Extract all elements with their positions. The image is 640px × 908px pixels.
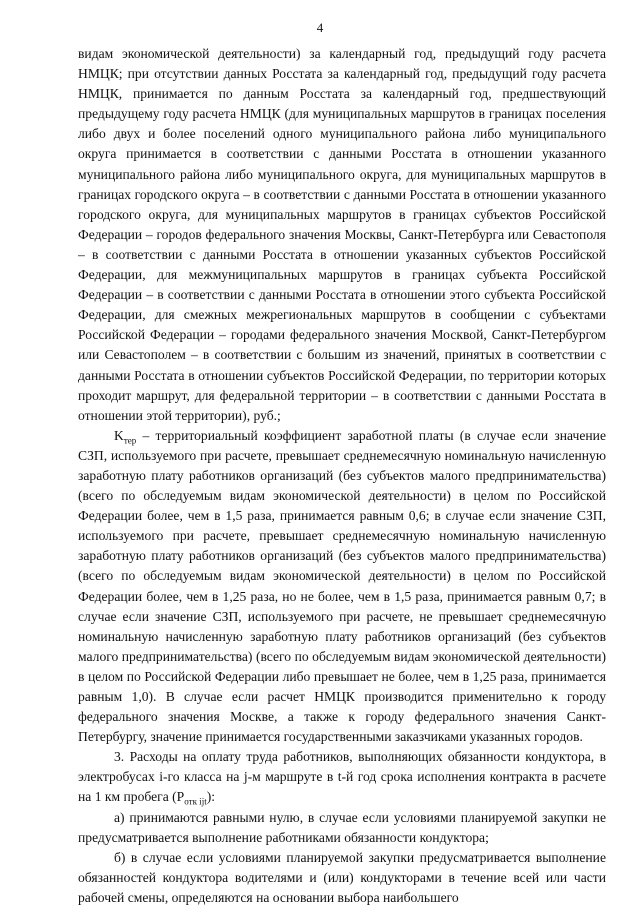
paragraph-text: видам экономической деятельности) за календарный год, предыдущий году расчета НМЦК; при отсутствии данных Росстата за календарный год, предыдущий году расчета НМЦК, принимается по данным Росстата за календарный год, предшествующий предыдущему году расчета НМЦК (для муниципальных маршрутов в границах поселения либо двух и более поселений одного муниципального района либо муниципального округа принимается в соответствии с данными Росстата в отношении указанного муниципального района либо муниципального округа, для муниципальных маршрутов в границах городского округа – в соответствии с данными Росстата в отношении указанного городского округа, для муниципальных маршрутов в границах субъектов Российской Федерации – городов федерального значения Москвы, Санкт-Петербурга или Севастополя – в соответствии с данными Росстата в отношении указанных субъектов Российской Федерации, для межмуниципальных маршрутов в границах субъекта Российской Федерации – в соответствии с данными Росстата в отношении этого субъекта Российской Федерации, для смежных межрегиональных маршрутов в сообщении с субъектами Российской Федерации – городами федерального значения Москвой, Санкт-Петербургом или Севастополем – в соответствии с большим из значений, принятых в соответствии с данными Росстата в отношении субъектов Российской Федерации, по территории которых проходит маршрут, для федеральной территории – в соответствии с данными Росстата в отношении этой территории), руб.; xyxy=(78,46,606,423)
paragraph-text-before: 3. Расходы на оплату труда работников, выполняющих обязанности кондуктора, в электробусах i-го класса на j-м маршруте в t-й год срока исполнения контракта в расчете на 1 км пробега (P xyxy=(78,749,606,805)
paragraph-text: а) принимаются равными нулю, в случае если условиями планируемой закупки не предусматривается выполнение работниками обязанности кондуктора; xyxy=(78,809,606,845)
paragraph-rosstat-data xyxy=(78,44,606,426)
coefficient-subscript: тер xyxy=(123,435,137,446)
paragraph-territorial-coefficient xyxy=(78,426,606,748)
paragraph-text-after: ): xyxy=(206,789,216,805)
page-number: 4 xyxy=(316,20,324,35)
conductor-subscript: отк ijt xyxy=(184,797,207,808)
paragraph-text: – территориальный коэффициент заработной платы (в случае если значение СЗП, используемого при расчете, превышает среднемесячную номинальную начисленную заработную плату работников организаций (без субъектов малого предпринимательства) (всего по обследуемым видам экономической деятельности) в целом по Российской Федерации более, чем в 1,5 раза, принимается равным 0,6; в случае если значение СЗП, используемого при расчете, превышает среднемесячную номинальную начисленную заработную плату работников организаций (без субъектов малого предпринимательства) (всего по обследуемым видам экономической деятельности) в целом по Российской Федерации более, чем в 1,25 раза, но не более, чем в 1,5 раза, принимается равным 0,7; в случае если значение СЗП, используемого при расчете, не превышает среднемесячную номинальную начисленную заработную плату работников организаций (без субъектов малого предпринимательства) (всего по обследуемым видам экономической деятельности) в целом по Российской Федерации либо превышает не более, чем в 1,25 раза, принимается равным 1,0). В случае если расчет НМЦК производится применительно к городу федерального значения Москве, а также к городу федерального значения Санкт-Петербургу, значение принимается государственными заказчиками указанных городов. xyxy=(78,427,606,745)
paragraph-item-a xyxy=(78,808,606,848)
paragraph-item-b xyxy=(78,848,606,908)
paragraph-text: б) в случае если условиями планируемой закупки предусматривается выполнение обязанностей кондуктора водителями и (или) кондукторами в течение всей или части рабочей смены, определяются на основании выбора наибольшего xyxy=(78,849,606,905)
paragraph-conductor-expenses xyxy=(78,747,606,807)
coefficient-symbol: K xyxy=(114,427,124,443)
document-body xyxy=(78,44,606,908)
